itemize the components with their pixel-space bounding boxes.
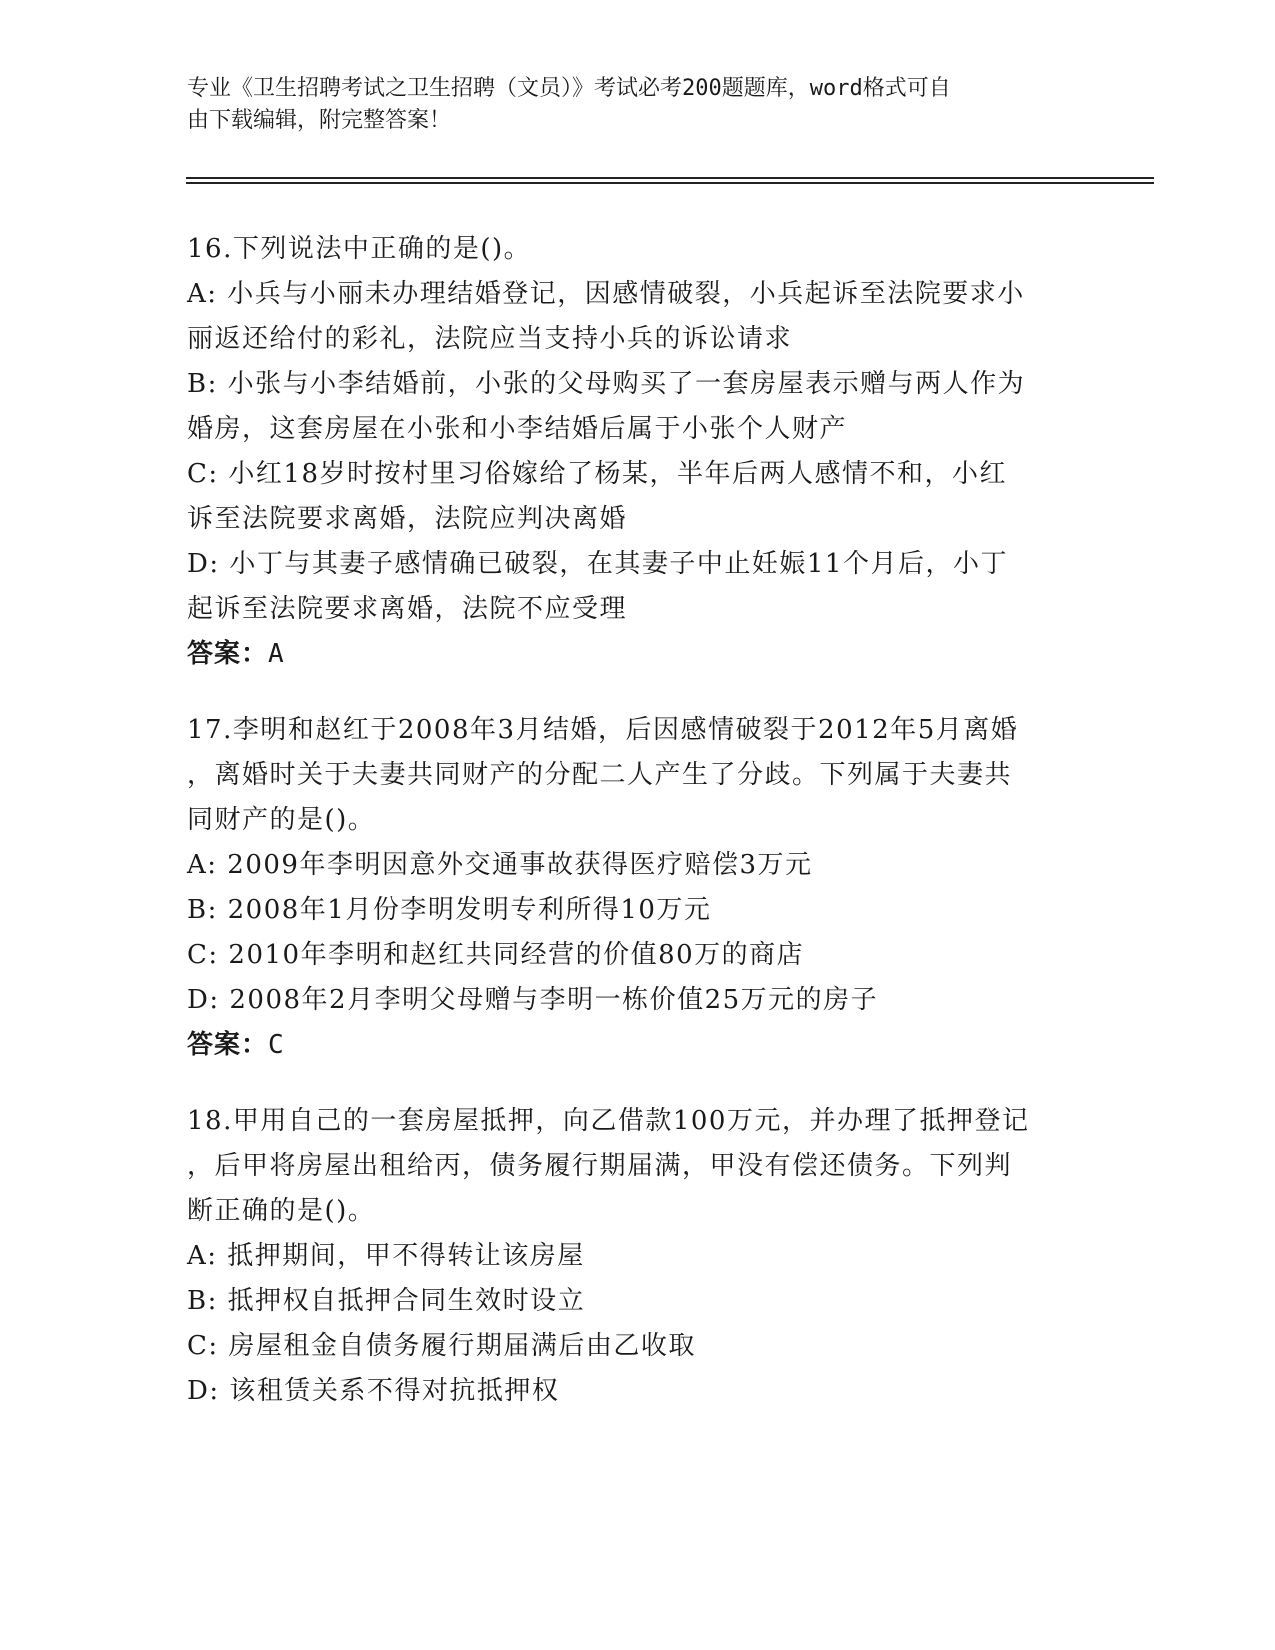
option-b-line: B: 2008年1月份李明发明专利所得10万元 xyxy=(187,895,712,925)
header-divider-top xyxy=(186,177,1154,179)
answer-line xyxy=(187,1023,1087,1068)
option-c-line: C: 房屋租金自债务履行期届满后由乙收取 xyxy=(187,1331,696,1361)
question-stem-line: 17.李明和赵红于2008年3月结婚，后因感情破裂于2012年5月离婚 xyxy=(187,715,1019,745)
option-d-line: 起诉至法院要求离婚，法院不应受理 xyxy=(187,594,628,624)
header-line-1: 专业《卫生招聘考试之卫生招聘（文员）》考试必考200题题库，word格式可自 xyxy=(187,76,951,101)
option-d-line: D: 小丁与其妻子感情确已破裂，在其妻子中止妊娠11个月后，小丁 xyxy=(187,549,1008,579)
header-divider-bottom xyxy=(186,182,1154,184)
option-a-line: A: 抵押期间，甲不得转让该房屋 xyxy=(187,1241,585,1271)
question-stem-line: 16.下列说法中正确的是()。 xyxy=(187,234,532,264)
question-stem-line: 断正确的是()。 xyxy=(187,1196,376,1226)
option-b-line: 婚房，这套房屋在小张和小李结婚后属于小张个人财产 xyxy=(187,414,848,444)
answer-value: C xyxy=(268,1030,285,1060)
option-c-line: C: 2010年李明和赵红共同经营的价值80万的商店 xyxy=(187,940,805,970)
document-header xyxy=(187,73,1087,137)
option-c-line: 诉至法院要求离婚，法院应判决离婚 xyxy=(187,504,628,534)
question-16 xyxy=(187,227,1087,677)
question-stem-line: 18.甲用自己的一套房屋抵押，向乙借款100万元，并办理了抵押登记 xyxy=(187,1106,1030,1136)
answer-value: A xyxy=(268,639,285,669)
answer-label: 答案： xyxy=(187,639,269,669)
option-d-line: D: 该租赁关系不得对抗抵押权 xyxy=(187,1376,560,1406)
option-b-line: B: 小张与小李结婚前，小张的父母购买了一套房屋表示赠与两人作为 xyxy=(187,369,1026,399)
option-a-line: 丽返还给付的彩礼，法院应当支持小兵的诉讼请求 xyxy=(187,324,793,354)
question-stem-line: ，离婚时关于夫妻共同财产的分配二人产生了分歧。下列属于夫妻共 xyxy=(187,760,1013,790)
question-17 xyxy=(187,708,1087,1068)
question-stem-line: 同财产的是()。 xyxy=(187,805,376,835)
question-18 xyxy=(187,1099,1087,1414)
option-d-line: D: 2008年2月李明父母赠与李明一栋价值25万元的房子 xyxy=(187,985,879,1015)
answer-label: 答案： xyxy=(187,1030,269,1060)
option-a-line: A: 2009年李明因意外交通事故获得医疗赔偿3万元 xyxy=(187,850,813,880)
header-line-2: 由下载编辑，附完整答案！ xyxy=(187,108,452,133)
question-stem-line: ，后甲将房屋出租给丙，债务履行期届满，甲没有偿还债务。下列判 xyxy=(187,1151,1013,1181)
option-c-line: C: 小红18岁时按村里习俗嫁给了杨某，半年后两人感情不和，小红 xyxy=(187,459,1008,489)
answer-line xyxy=(187,632,1087,677)
option-b-line: B: 抵押权自抵押合同生效时设立 xyxy=(187,1286,586,1316)
option-a-line: A: 小兵与小丽未办理结婚登记，因感情破裂，小兵起诉至法院要求小 xyxy=(187,279,1025,309)
